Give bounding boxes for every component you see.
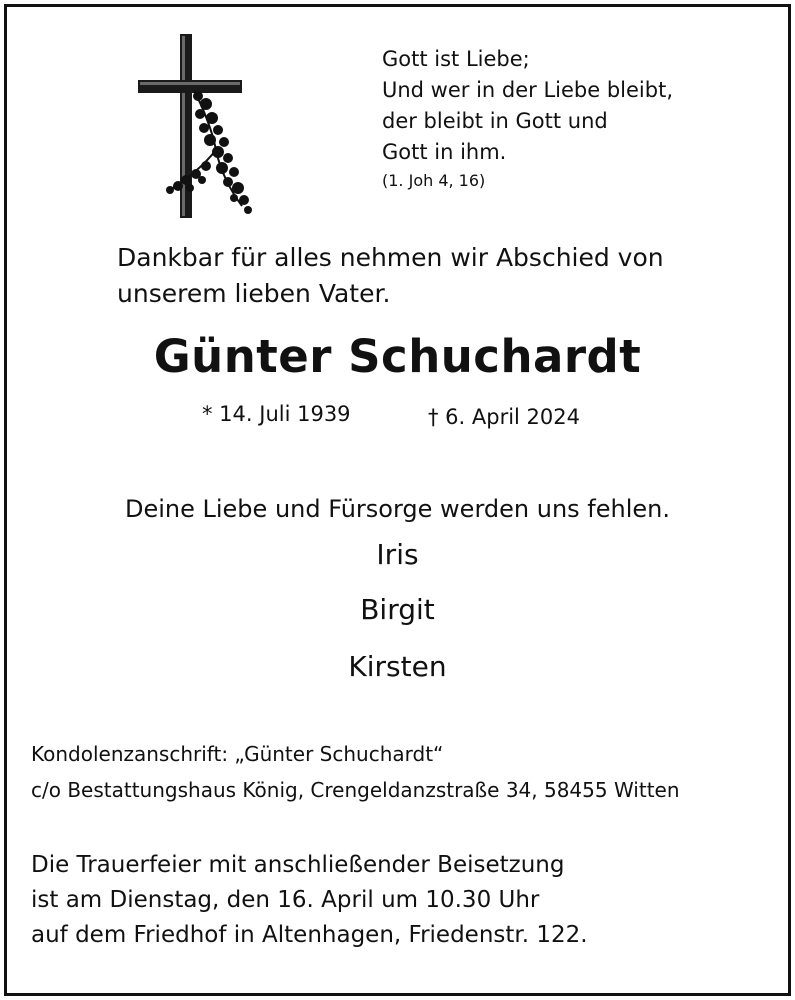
closing-quote: Deine Liebe und Fürsorge werden uns fehlen. [124, 495, 670, 523]
condolence-address [31, 736, 680, 808]
signer-name: Kirsten [348, 650, 447, 683]
service-line: Die Trauerfeier mit anschließender Beisetzung [31, 852, 565, 878]
verse-line: Gott ist Liebe; [382, 47, 530, 71]
cross-with-ivy-icon [134, 30, 260, 222]
service-line: ist am Dienstag, den 16. April um 10.30 Uhr [31, 887, 540, 913]
verse-line: Und wer in der Liebe bleibt, [382, 78, 674, 102]
birth-date: * 14. Juli 1939 [202, 402, 351, 426]
bible-verse [382, 44, 673, 194]
intro-text [117, 240, 664, 312]
verse-line: der bleibt in Gott und [382, 109, 608, 133]
service-line: auf dem Friedhof in Altenhagen, Friedenstr. 122. [31, 922, 588, 948]
signer-name: Iris [376, 538, 419, 571]
intro-line: Dankbar für alles nehmen wir Abschied von [117, 243, 664, 272]
deceased-name: Günter Schuchardt [153, 330, 642, 383]
condolence-line: c/o Bestattungshaus König, Crengeldanzstraße 34, 58455 Witten [31, 778, 680, 802]
verse-reference: (1. Joh 4, 16) [382, 171, 486, 190]
death-date: † 6. April 2024 [428, 405, 581, 429]
intro-line: unserem lieben Vater. [117, 279, 391, 308]
service-details [31, 848, 588, 953]
condolence-line: Kondolenzanschrift: „Günter Schuchardt“ [31, 742, 444, 766]
signer-name: Birgit [360, 593, 435, 626]
verse-line: Gott in ihm. [382, 140, 507, 164]
